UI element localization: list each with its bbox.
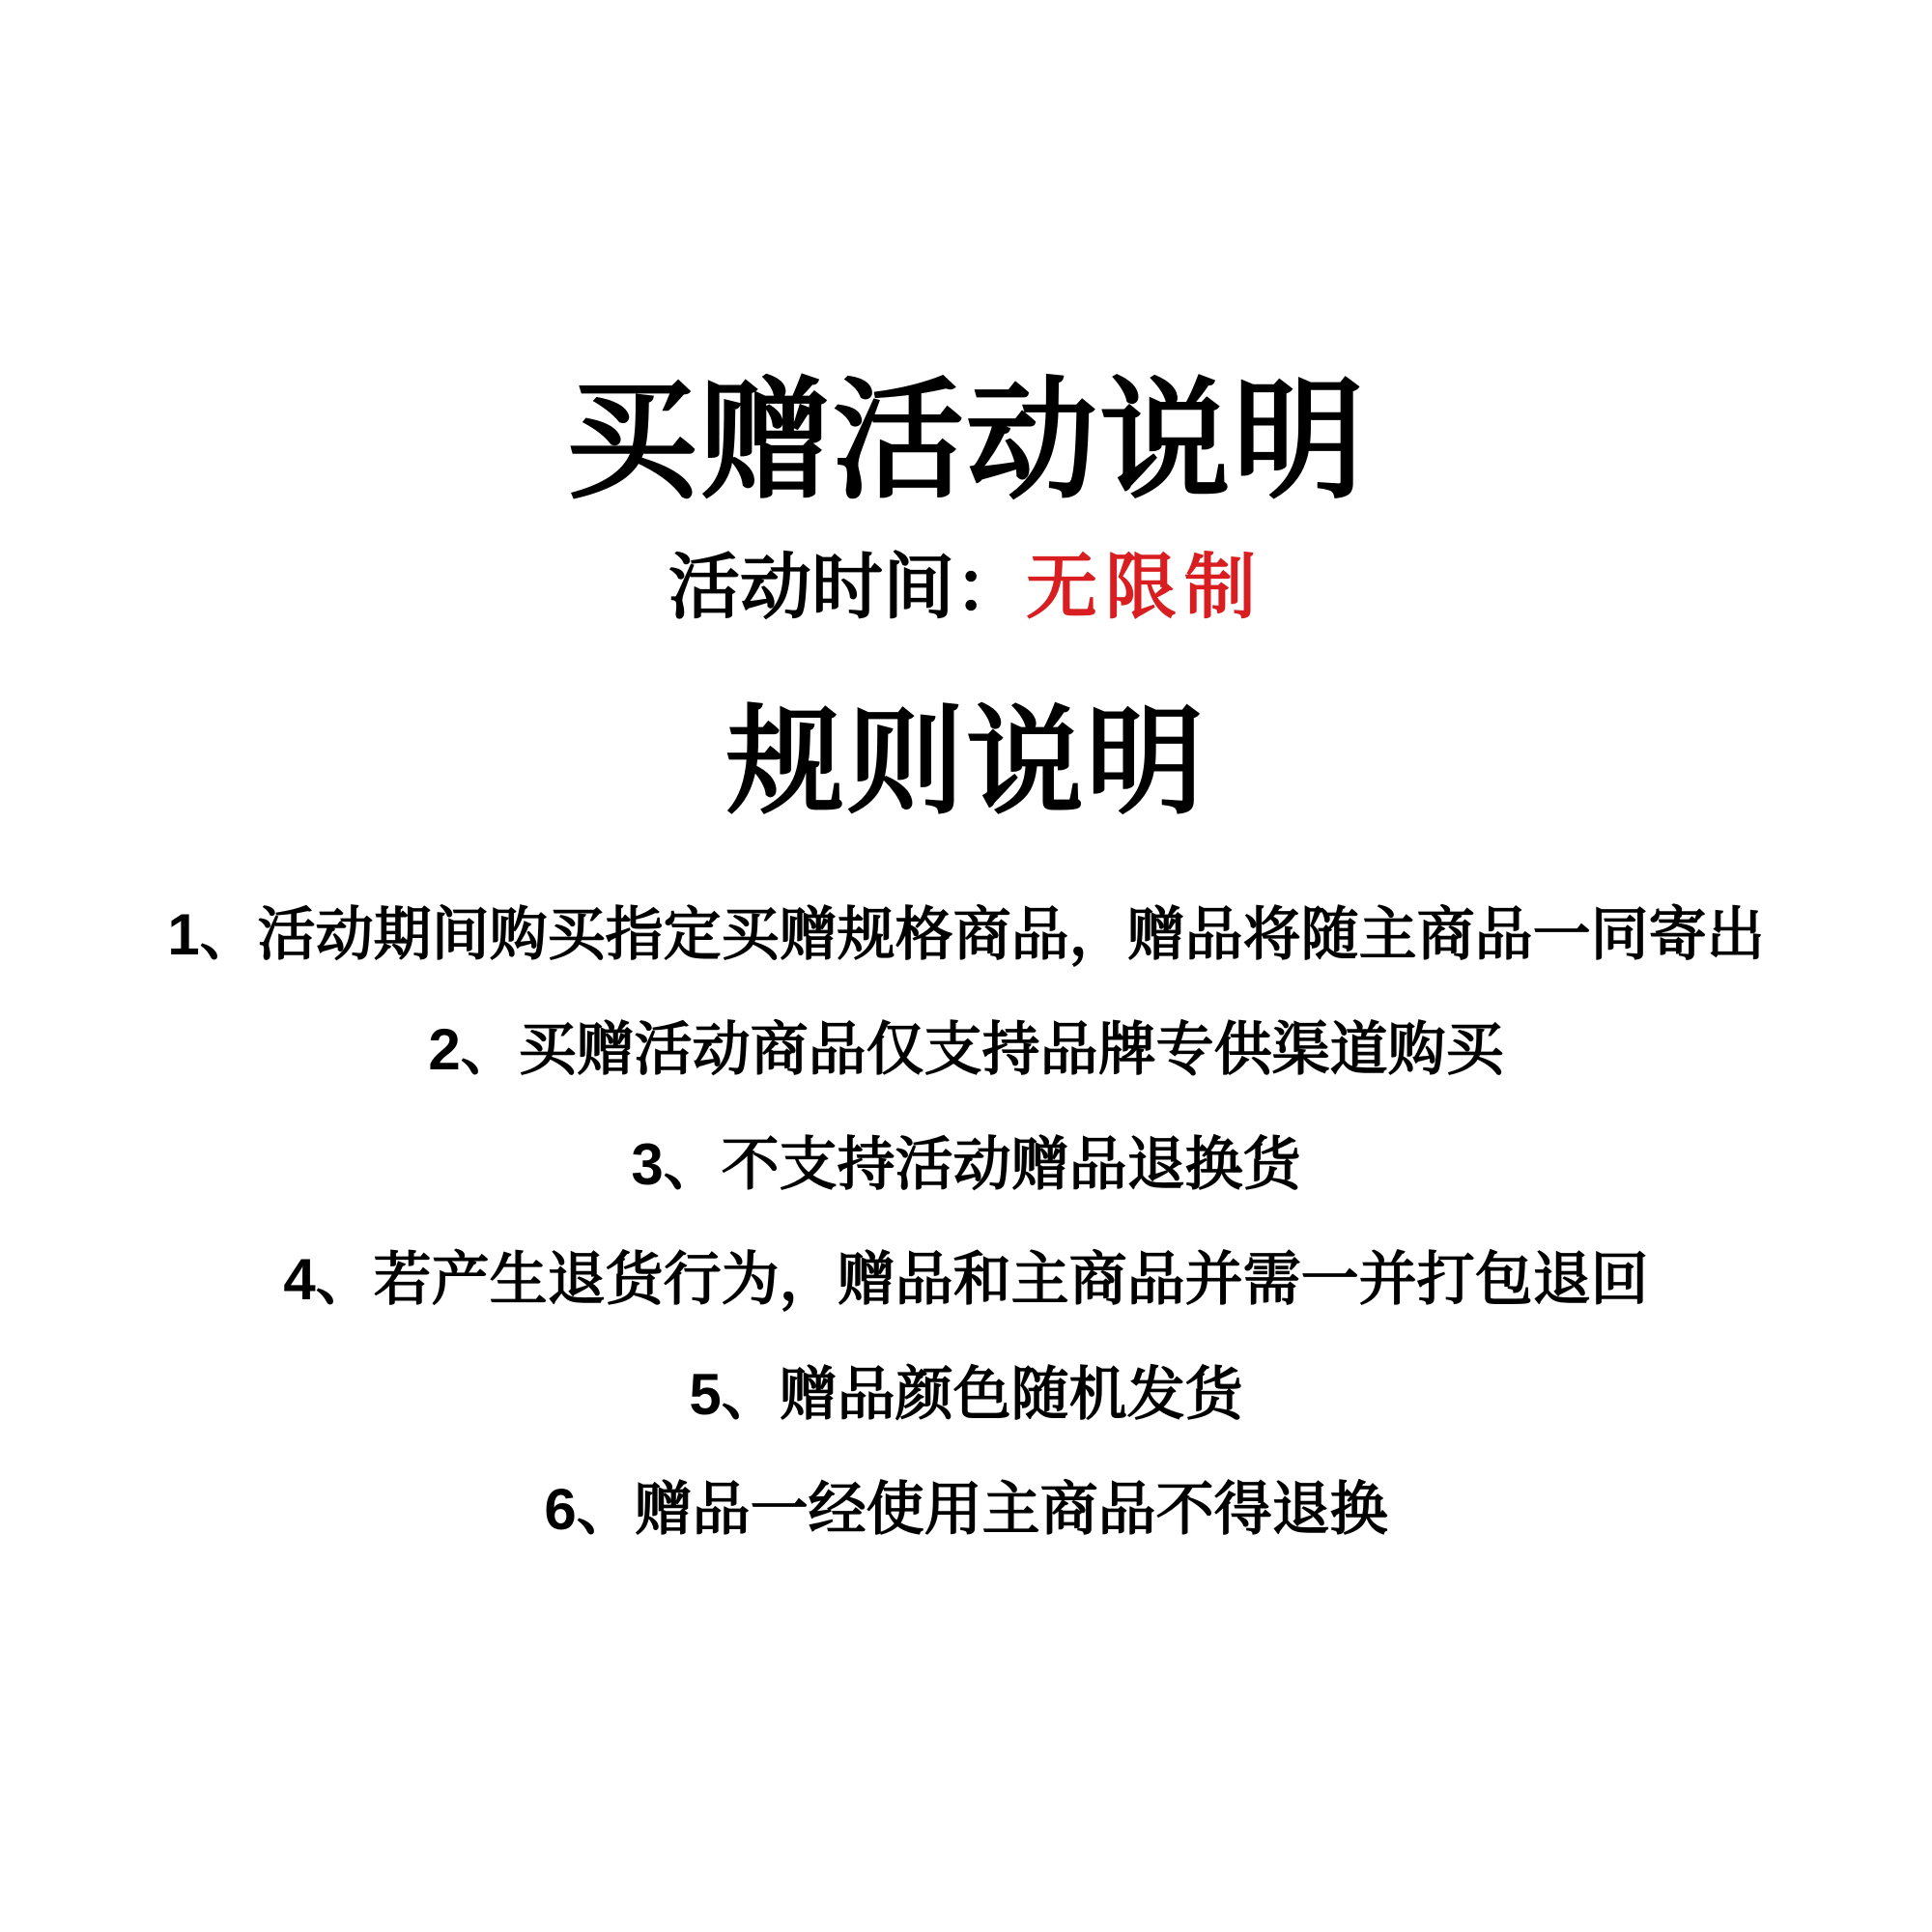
activity-time-label: 活动时间： bbox=[668, 547, 1026, 628]
rule-item: 6、赠品一经使用主商品不得退换 bbox=[544, 1477, 1388, 1543]
rules-section-heading: 规则说明 bbox=[726, 696, 1206, 828]
rule-item: 3、不支持活动赠品退换货 bbox=[631, 1132, 1301, 1198]
rule-item: 4、若产生退货行为，赠品和主商品并需一并打包退回 bbox=[283, 1247, 1649, 1313]
rule-item: 1、活动期间购买指定买赠规格商品，赠品将随主商品一同寄出 bbox=[167, 902, 1765, 968]
rule-item: 2、买赠活动商品仅支持品牌专供渠道购买 bbox=[428, 1017, 1504, 1083]
rules-list bbox=[0, 900, 1932, 1545]
page-title: 买赠活动说明 bbox=[566, 367, 1366, 514]
activity-time-line bbox=[0, 545, 1932, 631]
rule-item: 5、赠品颜色随机发货 bbox=[689, 1362, 1243, 1428]
activity-time-value: 无限制 bbox=[1026, 547, 1264, 628]
